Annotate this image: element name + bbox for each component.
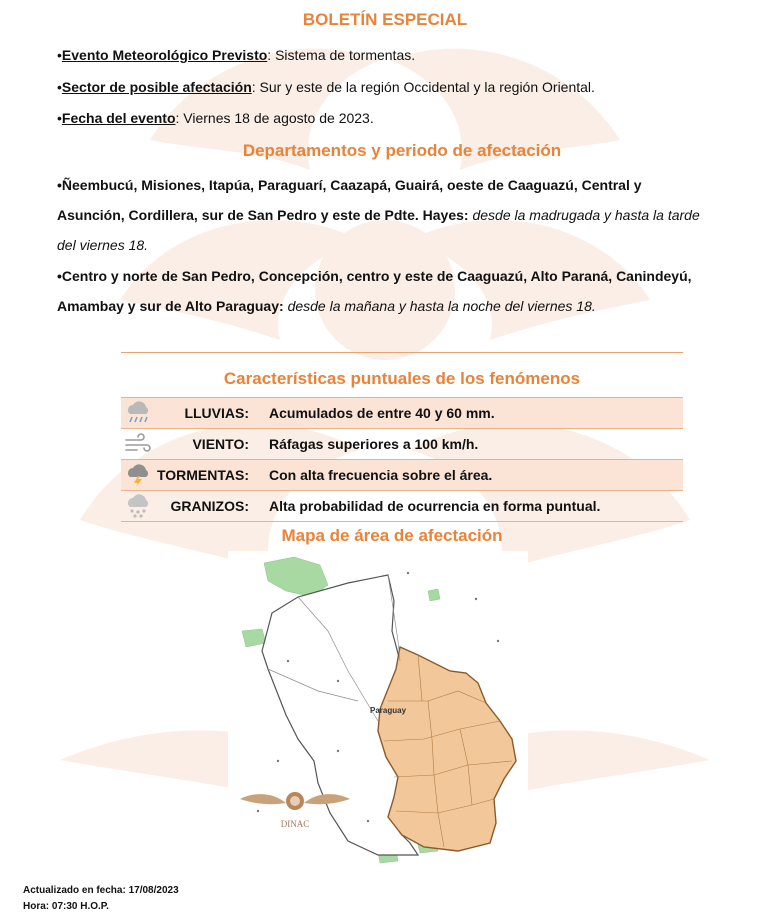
feature-desc-storm: Con alta frecuencia sobre el área. xyxy=(269,467,493,483)
event-type-value: Sistema de tormentas. xyxy=(275,47,416,63)
group1-period-end: del viernes 18. xyxy=(57,237,149,253)
event-sector-line: •Sector de posible afectación: Sur y este de la región Occidental y la región Oriental. xyxy=(57,79,595,95)
group2-line1: •Centro y norte de San Pedro, Concepción, centro y este de Caaguazú, Alto Paraná, Canindeyú, xyxy=(57,268,692,284)
group1-line3 xyxy=(57,237,148,253)
feature-row-rain xyxy=(121,398,683,428)
group1-line1: •Ñeembucú, Misiones, Itapúa, Paraguarí, Caazapá, Guairá, oeste de Caaguazú, Central y xyxy=(57,177,642,193)
feature-name-hail: GRANIZOS: xyxy=(170,498,249,514)
event-date-line: •Fecha del evento: Viernes 18 de agosto de 2023. xyxy=(57,110,374,126)
group1-departments: Asunción, Cordillera, sur de San Pedro y este de Pdte. Hayes: xyxy=(57,207,469,223)
features-title: Características puntuales de los fenómenos xyxy=(223,369,581,388)
affected-area-map xyxy=(228,551,528,876)
group2-period: desde la mañana y hasta la noche del viernes 18. xyxy=(287,298,596,314)
map-title: Mapa de área de afectación xyxy=(281,526,503,545)
event-sector-value: Sur y este de la región Occidental y la región Oriental. xyxy=(259,79,595,95)
group1-period: desde la madrugada y hasta la tarde xyxy=(472,207,700,223)
feature-row-wind xyxy=(121,429,683,459)
group2-departments: Amambay y sur de Alto Paraguay: xyxy=(57,298,284,314)
feature-desc-rain: Acumulados de entre 40 y 60 mm. xyxy=(269,405,495,421)
event-date-label: Fecha del evento xyxy=(61,110,176,126)
feature-desc-hail: Alta probabilidad de ocurrencia en forma puntual. xyxy=(269,498,601,514)
feature-desc-wind: Ráfagas superiores a 100 km/h. xyxy=(269,436,479,452)
event-date-value: Viernes 18 de agosto de 2023. xyxy=(183,110,374,126)
group1-line2 xyxy=(57,207,700,223)
group2-line2 xyxy=(57,298,596,314)
logo-text: DINAC xyxy=(280,819,310,829)
event-type-label: Evento Meteorológico Previsto xyxy=(61,47,268,63)
footer-updated: Actualizado en fecha: 17/08/2023 xyxy=(23,885,179,896)
feature-name-wind: VIENTO: xyxy=(192,436,249,452)
features-bottom-border xyxy=(121,521,683,522)
bulletin-title: BOLETÍN ESPECIAL xyxy=(302,10,468,29)
feature-name-storm: TORMENTAS: xyxy=(156,467,249,483)
footer-time: Hora: 07:30 H.O.P. xyxy=(23,901,109,912)
section-divider xyxy=(121,352,683,353)
event-sector-label: Sector de posible afectación xyxy=(61,79,252,95)
event-type-line: •Evento Meteorológico Previsto: Sistema de tormentas. xyxy=(57,47,416,63)
departments-title: Departamentos y periodo de afectación xyxy=(242,141,562,160)
map-country-label: Paraguay xyxy=(370,706,407,715)
feature-row-storm xyxy=(121,460,683,490)
feature-row-hail xyxy=(121,491,683,521)
feature-name-rain: LLUVIAS: xyxy=(184,405,249,421)
